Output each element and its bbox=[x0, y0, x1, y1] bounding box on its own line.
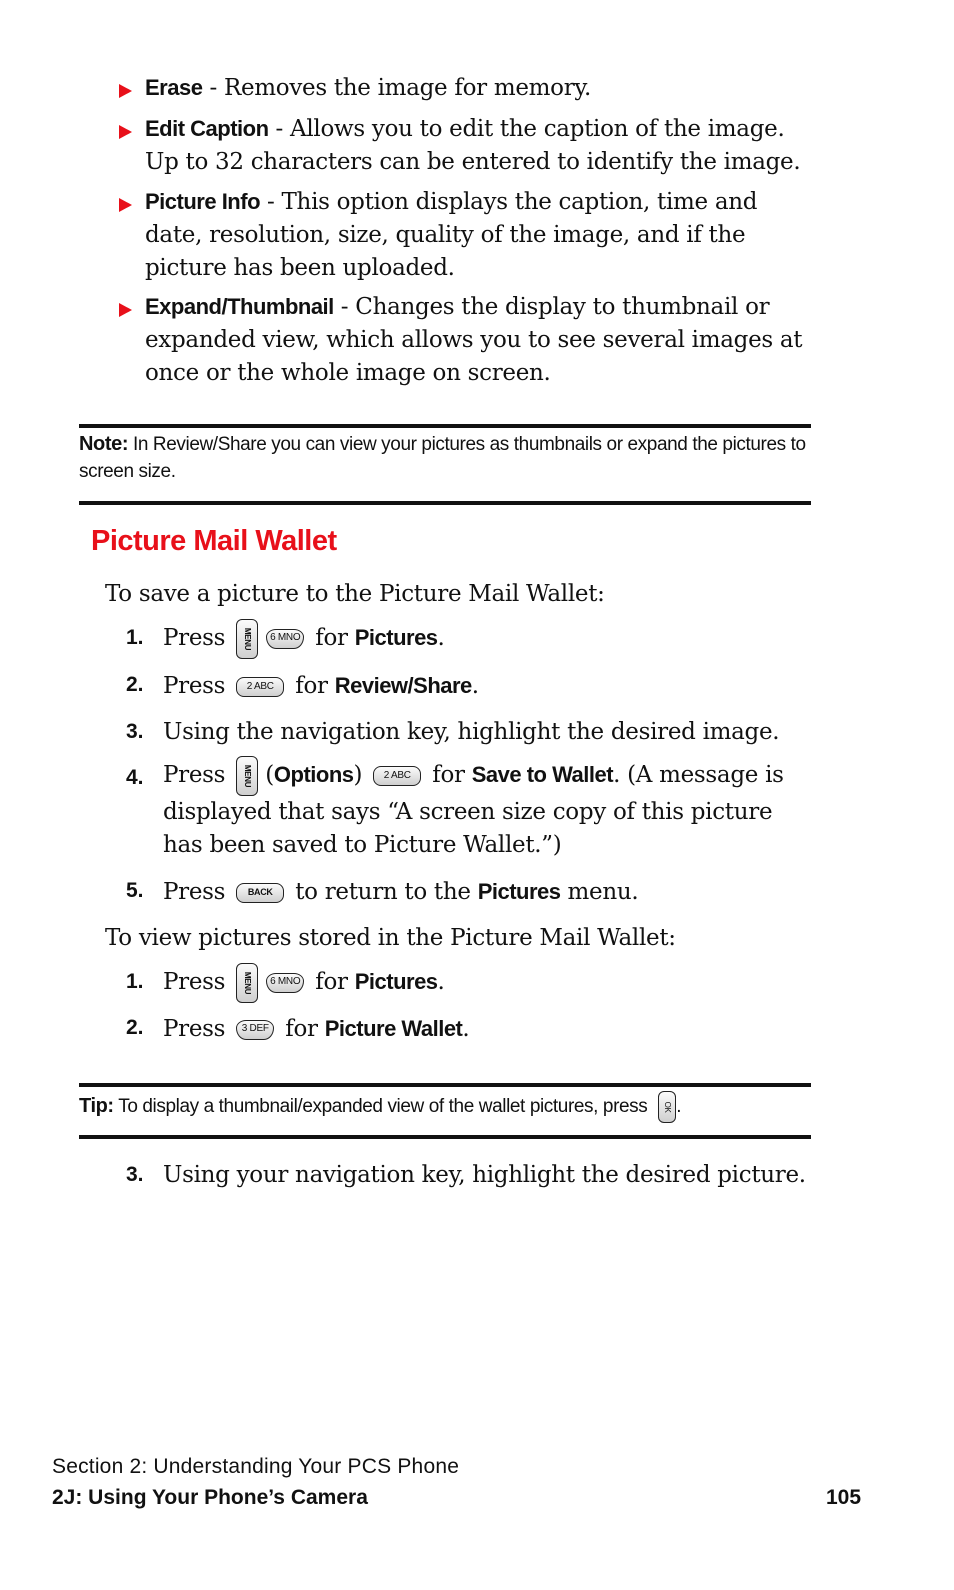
save-step-3-number: 3. bbox=[126, 720, 144, 743]
bullet-desc: - Removes the image for memory. bbox=[202, 75, 592, 101]
two-key-icon: 2 ABC bbox=[236, 677, 284, 697]
period: . bbox=[437, 969, 445, 995]
bullet-arrow-icon bbox=[119, 198, 132, 212]
bullet-term: Erase bbox=[145, 75, 203, 100]
save-step-5-number: 5. bbox=[126, 879, 144, 902]
press-word: Press bbox=[163, 625, 226, 651]
key-label: MENU bbox=[243, 627, 253, 651]
bullet-desc: - Allows you to edit the caption of the image. Up to 32 characters can be entered to identify the image. bbox=[145, 116, 801, 175]
note-text: In Review/Share you can view your pictures as thumbnails or expand the pictures to screen size. bbox=[79, 434, 806, 482]
menu-key-icon bbox=[236, 963, 258, 1003]
press-word: Press bbox=[163, 879, 226, 905]
close-paren: ) bbox=[353, 762, 363, 788]
bullet-term: Picture Info bbox=[145, 189, 261, 214]
period: . bbox=[437, 625, 445, 651]
options-term: Options bbox=[273, 762, 354, 787]
pictures-term: Pictures bbox=[354, 625, 438, 650]
bullet-arrow-icon bbox=[119, 303, 132, 317]
six-key-icon: 6 MNO bbox=[266, 973, 304, 993]
pictures-term: Pictures bbox=[354, 969, 438, 994]
for-word: for bbox=[432, 762, 465, 788]
view-step-2-number: 2. bbox=[126, 1016, 144, 1039]
ok-key-icon bbox=[658, 1091, 676, 1123]
bullet-arrow-icon bbox=[119, 125, 132, 139]
tip-text: To display a thumbnail/expanded view of the wallet pictures, press bbox=[113, 1096, 648, 1117]
to-return-text: to return to the bbox=[295, 879, 471, 905]
save-to-wallet-term: Save to Wallet bbox=[471, 762, 614, 787]
tip-end: . bbox=[676, 1096, 682, 1117]
menu-key-icon bbox=[236, 619, 258, 659]
tip-label: Tip: bbox=[79, 1095, 114, 1117]
for-word: for bbox=[285, 1016, 318, 1042]
tip bbox=[79, 1090, 809, 1123]
save-step-3: Using the navigation key, highlight the desired image. bbox=[163, 719, 780, 745]
view-step-3-number: 3. bbox=[126, 1163, 144, 1186]
bullet-term: Edit Caption bbox=[145, 116, 269, 141]
save-step-1 bbox=[163, 616, 813, 660]
bullet-desc: - This option displays the caption, time and date, resolution, size, quality of the image, and if the picture has been uploaded. bbox=[145, 189, 758, 281]
view-step-1-number: 1. bbox=[126, 970, 144, 993]
save-intro: To save a picture to the Picture Mail Wallet: bbox=[105, 581, 605, 607]
bullet-desc: - Changes the display to thumbnail or expanded view, which allows you to see several images at once or the whole image on screen. bbox=[145, 294, 803, 386]
six-key-icon: 6 MNO bbox=[266, 629, 304, 649]
note-top-rule bbox=[79, 424, 811, 428]
bullet-expand-thumbnail bbox=[145, 290, 810, 390]
menu-word: menu. bbox=[567, 879, 639, 905]
footer-chapter: 2J: Using Your Phone’s Camera bbox=[52, 1486, 368, 1509]
view-step-1 bbox=[163, 960, 813, 1004]
footer-section: Section 2: Understanding Your PCS Phone bbox=[52, 1455, 460, 1478]
review-share-term: Review/Share bbox=[334, 673, 472, 698]
save-step-2-number: 2. bbox=[126, 673, 144, 696]
key-label: MENU bbox=[243, 971, 253, 995]
bullet-picture-info bbox=[145, 185, 810, 285]
view-step-3: Using your navigation key, highlight the desired picture. bbox=[163, 1162, 806, 1188]
save-step-4-number: 4. bbox=[126, 766, 144, 789]
bullet-term: Expand/Thumbnail bbox=[145, 294, 334, 319]
key-label: MENU bbox=[243, 764, 253, 788]
save-step-5 bbox=[163, 875, 813, 909]
open-paren: ( bbox=[265, 762, 274, 788]
step-4-tail: . (A message is displayed that says “A screen size copy of this picture has been saved to Picture Wallet.”) bbox=[163, 762, 784, 858]
back-key-icon: BACK bbox=[236, 883, 284, 903]
tip-bottom-rule bbox=[79, 1135, 811, 1139]
press-word: Press bbox=[163, 673, 226, 699]
save-step-1-number: 1. bbox=[126, 626, 144, 649]
press-word: Press bbox=[163, 969, 226, 995]
for-word: for bbox=[315, 969, 348, 995]
for-word: for bbox=[315, 625, 348, 651]
note-bottom-rule bbox=[79, 501, 811, 505]
section-title: Picture Mail Wallet bbox=[91, 525, 337, 557]
bullet-erase bbox=[145, 71, 810, 105]
page-number: 105 bbox=[826, 1486, 862, 1509]
press-word: Press bbox=[163, 762, 226, 788]
key-label: OK bbox=[663, 1101, 673, 1113]
for-word: for bbox=[295, 673, 328, 699]
period: . bbox=[462, 1016, 470, 1042]
picture-wallet-term: Picture Wallet bbox=[324, 1016, 463, 1041]
tip-top-rule bbox=[79, 1083, 811, 1087]
period: . bbox=[471, 673, 479, 699]
menu-key-icon bbox=[236, 756, 258, 796]
view-intro: To view pictures stored in the Picture Mail Wallet: bbox=[105, 925, 676, 951]
note bbox=[79, 431, 809, 485]
note-label: Note: bbox=[79, 433, 129, 455]
three-key-icon: 3 DEF bbox=[236, 1020, 274, 1040]
press-word: Press bbox=[163, 1016, 226, 1042]
view-step-2 bbox=[163, 1012, 813, 1046]
pictures-term: Pictures bbox=[477, 879, 561, 904]
bullet-edit-caption bbox=[145, 112, 810, 179]
two-key-icon: 2 ABC bbox=[373, 766, 421, 786]
bullet-arrow-icon bbox=[119, 84, 132, 98]
save-step-2 bbox=[163, 669, 813, 703]
save-step-4 bbox=[163, 756, 813, 862]
